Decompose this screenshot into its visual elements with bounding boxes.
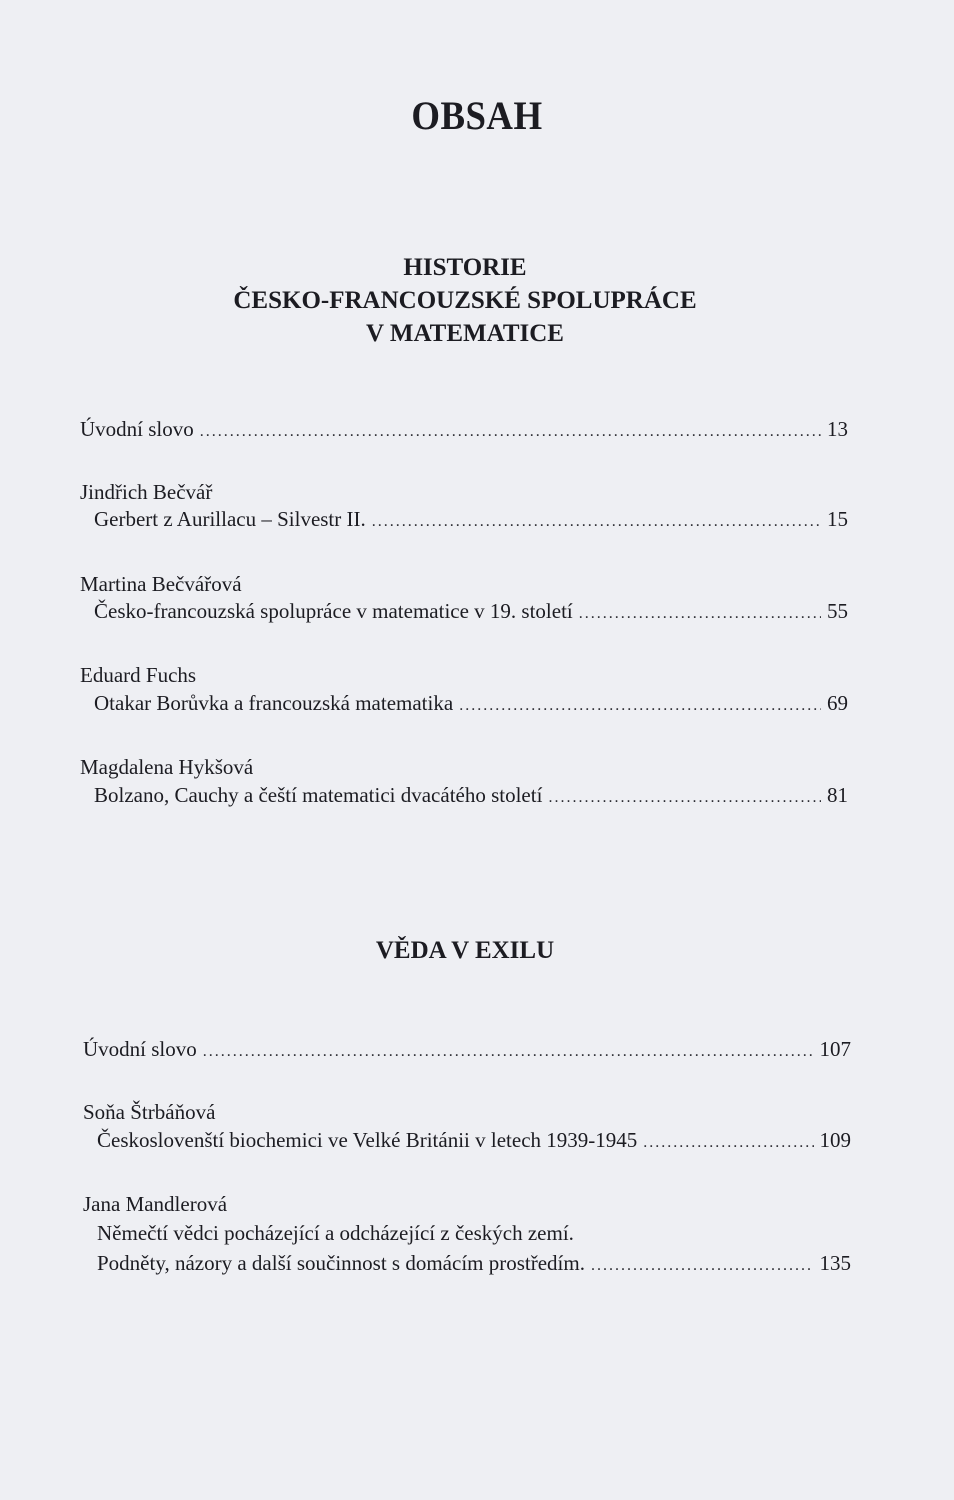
leader-dots <box>203 1037 814 1066</box>
section-heading-line: ČESKO-FRANCOUZSKÉ SPOLUPRÁCE <box>233 287 697 314</box>
toc-entry-intro-2[interactable] <box>83 1035 851 1066</box>
entry-author: Magdalena Hykšová <box>80 755 254 779</box>
page-number: 81 <box>827 783 848 807</box>
page-title: OBSAH <box>411 93 543 138</box>
section-heading-history <box>0 251 930 350</box>
entry-author: Jindřich Bečvář <box>80 480 213 504</box>
toc-entry-cooperation[interactable] <box>94 597 848 628</box>
page-number: 13 <box>827 417 848 441</box>
leader-dots <box>643 1128 813 1157</box>
leader-dots <box>591 1251 814 1280</box>
leader-dots <box>200 417 821 446</box>
entry-author: Eduard Fuchs <box>80 663 197 687</box>
page-number: 107 <box>819 1037 851 1061</box>
page-number: 55 <box>827 599 848 623</box>
page-number: 69 <box>827 691 848 715</box>
entry-author: Jana Mandlerová <box>83 1192 228 1216</box>
entry-title: Bolzano, Cauchy a čeští matematici dvacátého století <box>94 783 543 807</box>
entry-title-line: Němečtí vědci pocházející a odcházející z českých zemí. <box>97 1221 574 1245</box>
entry-author: Soňa Štrbáňová <box>83 1100 216 1124</box>
entry-title: Úvodní slovo <box>80 417 194 441</box>
entry-title: Českoslovenští biochemici ve Velké Británii v letech 1939-1945 <box>97 1128 638 1152</box>
leader-dots <box>459 691 821 720</box>
section-heading-line: HISTORIE <box>403 254 527 281</box>
section-heading-line: VĚDA V EXILU <box>375 937 555 964</box>
leader-dots <box>372 507 821 536</box>
entry-author: Martina Bečvářová <box>80 572 242 596</box>
entry-title: Podněty, názory a další součinnost s domácím prostředím. <box>97 1251 585 1275</box>
section-heading-exile <box>0 934 930 967</box>
entry-title: Úvodní slovo <box>83 1037 197 1061</box>
leader-dots <box>548 783 821 812</box>
leader-dots <box>579 599 821 628</box>
toc-entry-intro-1[interactable] <box>80 415 848 446</box>
section-heading-line: V MATEMATICE <box>366 320 564 347</box>
entry-title: Gerbert z Aurillacu – Silvestr II. <box>94 507 366 531</box>
toc-entry-german-scientists[interactable] <box>97 1219 851 1280</box>
toc-entry-gerbert[interactable] <box>94 505 848 536</box>
toc-entry-boruvka[interactable] <box>94 689 848 720</box>
toc-entry-bolzano[interactable] <box>94 781 848 812</box>
toc-entry-biochemists[interactable] <box>97 1126 851 1157</box>
page-number: 135 <box>819 1251 851 1275</box>
entry-title: Česko-francouzská spolupráce v matematice v 19. století <box>94 599 573 623</box>
page-number: 15 <box>827 507 848 531</box>
entry-title: Otakar Borůvka a francouzská matematika <box>94 691 454 715</box>
page-number: 109 <box>819 1128 851 1152</box>
